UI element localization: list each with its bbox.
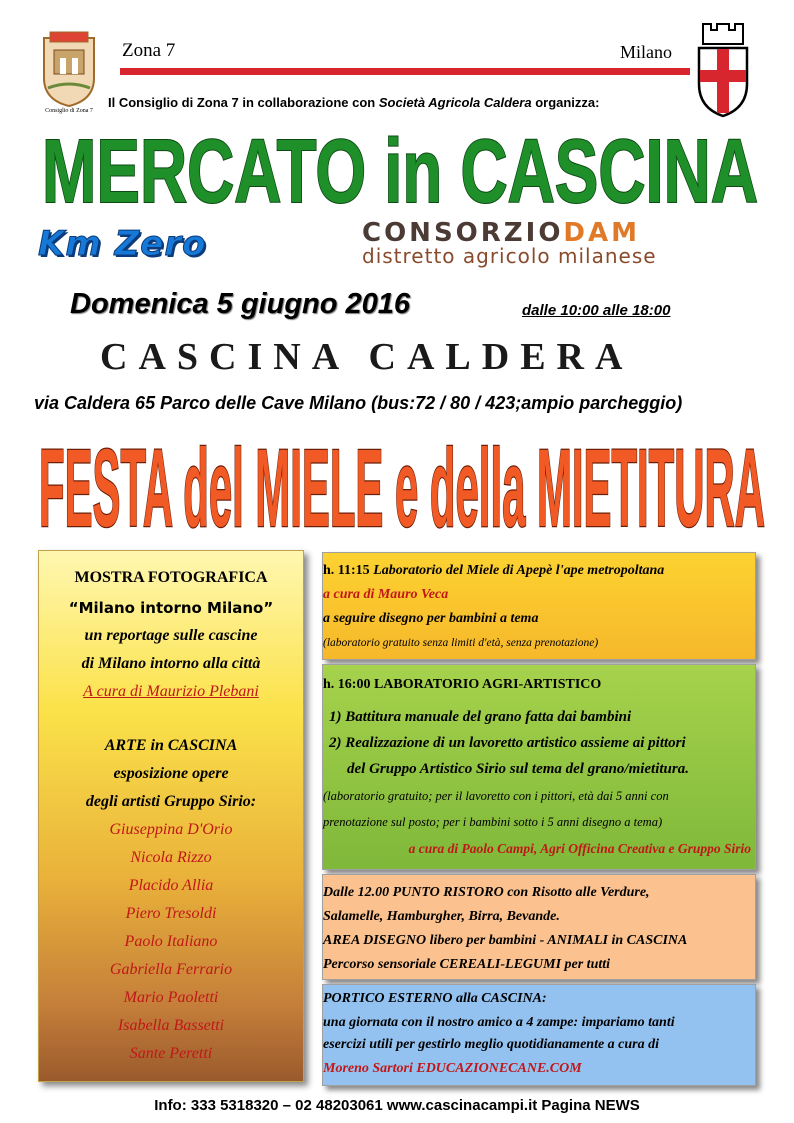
artist-name: Giuseppina D'Orio: [109, 821, 233, 838]
intro-suffix: organizza:: [535, 95, 600, 110]
zona-7-emblem: [40, 28, 98, 108]
artist-name: Mario Paoletti: [123, 989, 219, 1006]
artist-name: Paolo Italiano: [124, 933, 218, 950]
footer-info: Info: 333 5318320 – 02 48203061 www.cascinacampi.it Pagina NEWS: [154, 1097, 640, 1114]
food-area-line-2: Salamelle, Hamburgher, Birra, Bevande.: [323, 909, 560, 924]
food-area-line-4: Percorso sensoriale CEREALI-LEGUMI per tutti: [323, 957, 611, 972]
festa-title-text: FESTA del MIELE e della MIETITURA: [39, 427, 765, 546]
arte-line-1: esposizione opere: [113, 765, 229, 782]
honey-lab-time: h. 11:15: [323, 563, 370, 578]
dog-training-line-1: PORTICO ESTERNO alla CASCINA:: [323, 991, 547, 1006]
dog-training-box: [322, 984, 756, 1086]
event-place: CASCINA CALDERA: [100, 336, 634, 378]
mostra-line-1: un reportage sulle cascine: [84, 627, 258, 644]
agri-art-item-2a: 2) Realizzazione di un lavoretto artistico assieme ai pittori: [329, 735, 686, 751]
artist-name: Placido Allia: [128, 877, 214, 894]
dam-text: DAM: [563, 218, 640, 248]
mostra-title: MOSTRA FOTOGRAFICA: [74, 569, 268, 586]
festa-title: [32, 422, 772, 546]
artist-name: Nicola Rizzo: [130, 849, 212, 866]
dog-training-line-3: esercizi utili per gestirlo meglio quotidianamente a cura di: [323, 1037, 660, 1052]
intro-partner: Società Agricola Caldera: [378, 95, 532, 110]
honey-lab-followup: a seguire disegno per bambini a tema: [323, 611, 539, 626]
artist-name: Sante Peretti: [129, 1045, 213, 1062]
honey-lab-curator: a cura di Mauro Veca: [323, 587, 449, 602]
milano-shield-icon: [693, 18, 753, 118]
exhibition-panel: [38, 550, 304, 1082]
zona-logo-caption: Consiglio di Zona 7: [45, 108, 93, 114]
main-title: [35, 124, 765, 220]
event-date: Domenica 5 giugno 2016: [70, 288, 411, 320]
agri-art-lab-title: h. 16:00 LABORATORIO AGRI-ARTISTICO: [323, 677, 602, 692]
honey-lab-box: [322, 552, 756, 660]
mostra-name: “Milano intorno Milano”: [68, 599, 274, 617]
milano-label: Milano: [620, 42, 672, 62]
event-hours: dalle 10:00 alle 18:00: [522, 302, 671, 319]
honey-lab-heading: [323, 563, 755, 579]
arte-line-2: degli artisti Gruppo Sirio:: [85, 793, 257, 810]
dog-training-curator: Moreno Sartori EDUCAZIONECANE.COM: [323, 1061, 582, 1076]
artist-name: Isabella Bassetti: [117, 1017, 225, 1034]
agri-art-item-1: 1) Battitura manuale del grano fatta dai bambini: [329, 709, 632, 725]
km-zero-label: Km Zero: [38, 224, 207, 264]
agri-art-item-2b: del Gruppo Artistico Sirio sul tema del grano/mietitura.: [347, 761, 689, 777]
mostra-line-2: di Milano intorno alla città: [81, 655, 261, 672]
event-address: via Caldera 65 Parco delle Cave Milano (bus:72 / 80 / 423;ampio parcheggio): [34, 393, 683, 413]
main-title-text: MERCATO in CASCINA: [42, 124, 758, 220]
agri-art-note-1: (laboratorio gratuito; per il lavoretto con i pittori, età dai 5 anni con: [323, 789, 669, 803]
zona-label: Zona 7: [122, 40, 176, 61]
mostra-curator: A cura di Maurizio Plebani: [83, 683, 259, 700]
honey-lab-title: Laboratorio del Miele di Apepè l'ape metropoltana: [373, 563, 665, 578]
arte-title: ARTE in CASCINA: [104, 737, 238, 754]
header-divider: [120, 68, 690, 75]
food-area-box: [322, 874, 756, 980]
agri-art-note-2: prenotazione sul posto; per i bambini sotto i 5 anni disegno a tema): [323, 815, 663, 829]
dog-training-line-2: una giornata con il nostro amico a 4 zampe: impariamo tanti: [323, 1015, 675, 1030]
food-area-line-1: Dalle 12.00 PUNTO RISTORO con Risotto alle Verdure,: [323, 885, 650, 900]
artist-name: Gabriella Ferrario: [109, 961, 233, 978]
consorzio-text: CONSORZIO: [362, 218, 564, 248]
distretto-subtitle: distretto agricolo milanese: [362, 244, 657, 268]
food-area-line-3: AREA DISEGNO libero per bambini - ANIMALI in CASCINA: [323, 933, 688, 948]
agri-art-curator: a cura di Paolo Campi, Agri Officina Creativa e Gruppo Sirio: [408, 841, 751, 856]
artist-name: Piero Tresoldi: [125, 905, 217, 922]
honey-lab-note: (laboratorio gratuito senza limiti d'età, senza prenotazione): [323, 637, 599, 649]
intro-line: [108, 95, 599, 110]
agri-art-lab-box: [322, 664, 756, 870]
intro-prefix: Il Consiglio di Zona 7 in collaborazione con: [108, 95, 376, 110]
